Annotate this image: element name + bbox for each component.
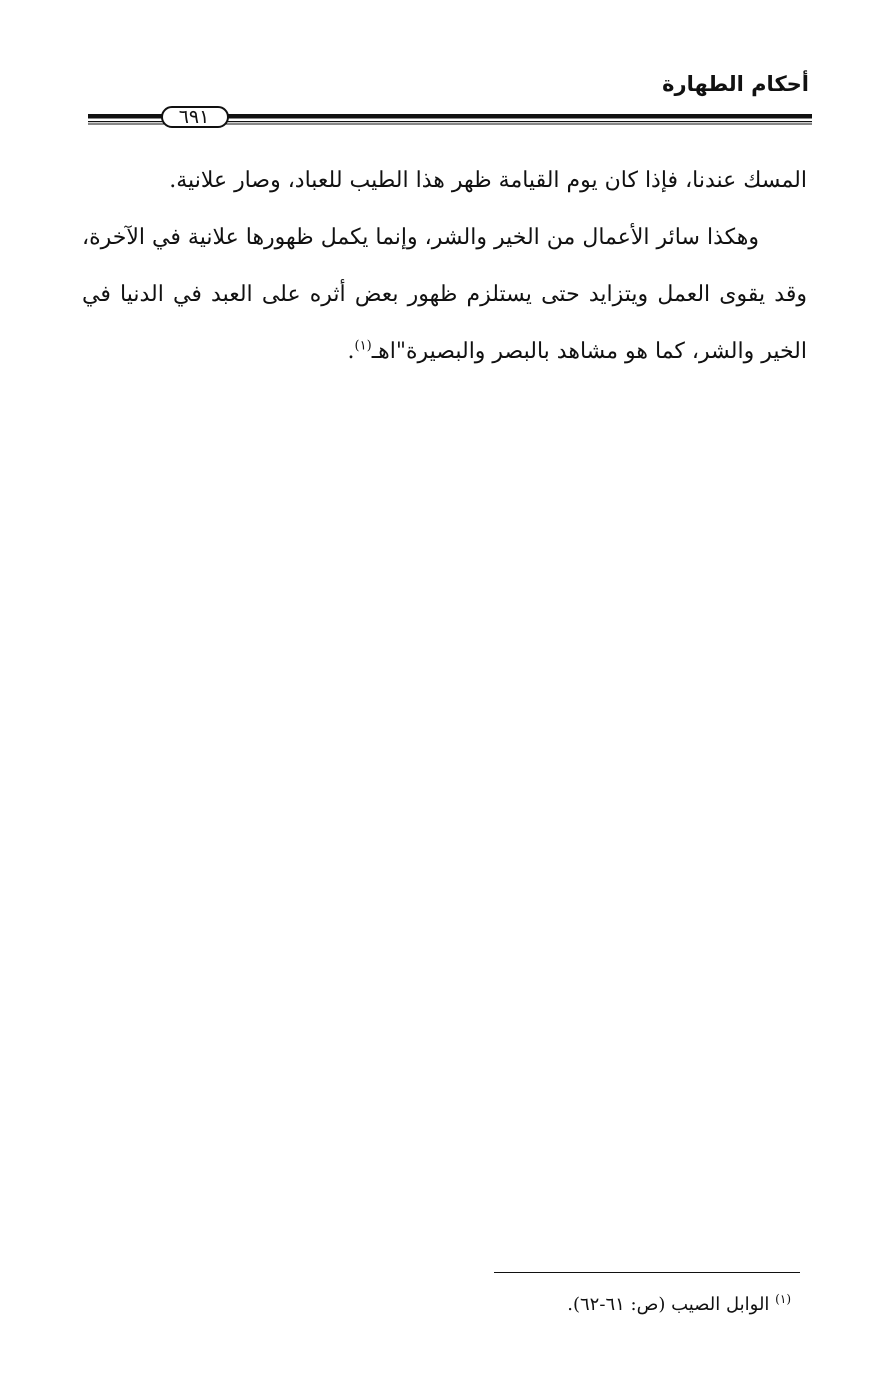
paragraph-2-text: وهكذا سائر الأعمال من الخير والشر، وإنما يكمل ظهورها علانية في الآخرة، وقد يقوى العمل ويتزايد حتى يستلزم ظهور بعض أثره على العبد في الدنيا في الخير والشر، كما هو مشاهد بالبصر والبصيرة"اهـ: [82, 225, 807, 364]
footnote-1: [567, 1290, 791, 1320]
paragraph-2: [82, 209, 807, 380]
paragraph-1-text: المسك عندنا، فإذا كان يوم القيامة ظهر هذا الطيب للعباد، وصار علانية.: [169, 168, 807, 193]
footnote-text-1: الوابل الصيب (ص: ٦١-٦٢).: [567, 1294, 770, 1315]
footnote-separator: [494, 1272, 800, 1273]
paragraph-1: [82, 152, 807, 209]
page-number: ٦٩١: [178, 106, 210, 128]
footnote-marker-1: (١): [775, 1292, 791, 1306]
footnote-ref-1: (١): [354, 338, 372, 354]
paragraph-2-end: .: [347, 339, 355, 364]
running-title: أحكام الطهارة: [662, 72, 809, 96]
main-text: [82, 152, 807, 380]
